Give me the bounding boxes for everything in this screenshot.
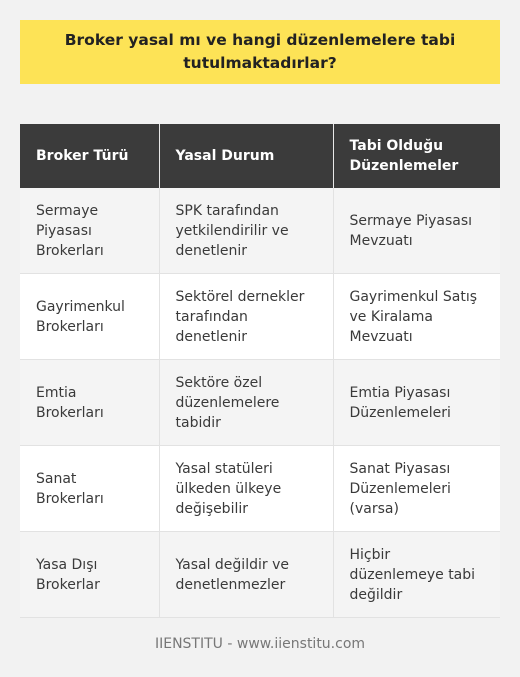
table-row <box>20 188 500 274</box>
cell-regulations: Emtia Piyasası Düzenlemeleri <box>333 360 500 446</box>
table-row <box>20 360 500 446</box>
cell-legal-status: SPK tarafından yetkilendirilir ve denetlenir <box>159 188 333 274</box>
title-banner <box>20 20 500 84</box>
cell-legal-status: Yasal değildir ve denetlenmezler <box>159 532 333 618</box>
table-header-row <box>20 124 500 188</box>
table-row <box>20 532 500 618</box>
cell-legal-status: Sektörel dernekler tarafından denetlenir <box>159 274 333 360</box>
cell-regulations: Hiçbir düzenlemeye tabi değildir <box>333 532 500 618</box>
cell-legal-status: Sektöre özel düzenlemelere tabidir <box>159 360 333 446</box>
cell-broker-type: Sermaye Piyasası Brokerları <box>20 188 159 274</box>
cell-regulations: Gayrimenkul Satış ve Kiralama Mevzuatı <box>333 274 500 360</box>
footer-credit: IIENSTITU - www.iienstitu.com <box>154 636 366 652</box>
header-broker-type: Broker Türü <box>20 124 159 188</box>
cell-broker-type: Yasa Dışı Brokerlar <box>20 532 159 618</box>
cell-regulations: Sermaye Piyasası Mevzuatı <box>333 188 500 274</box>
header-regulations: Tabi Olduğu Düzenlemeler <box>333 124 500 188</box>
table-row <box>20 274 500 360</box>
page-title: Broker yasal mı ve hangi düzenlemelere tabi tutulmaktadırlar? <box>64 31 456 72</box>
cell-broker-type: Emtia Brokerları <box>20 360 159 446</box>
cell-broker-type: Gayrimenkul Brokerları <box>20 274 159 360</box>
cell-legal-status: Yasal statüleri ülkeden ülkeye değişebilir <box>159 446 333 532</box>
cell-broker-type: Sanat Brokerları <box>20 446 159 532</box>
cell-regulations: Sanat Piyasası Düzenlemeleri (varsa) <box>333 446 500 532</box>
header-legal-status: Yasal Durum <box>159 124 333 188</box>
broker-regulation-table <box>20 124 500 618</box>
table-row <box>20 446 500 532</box>
